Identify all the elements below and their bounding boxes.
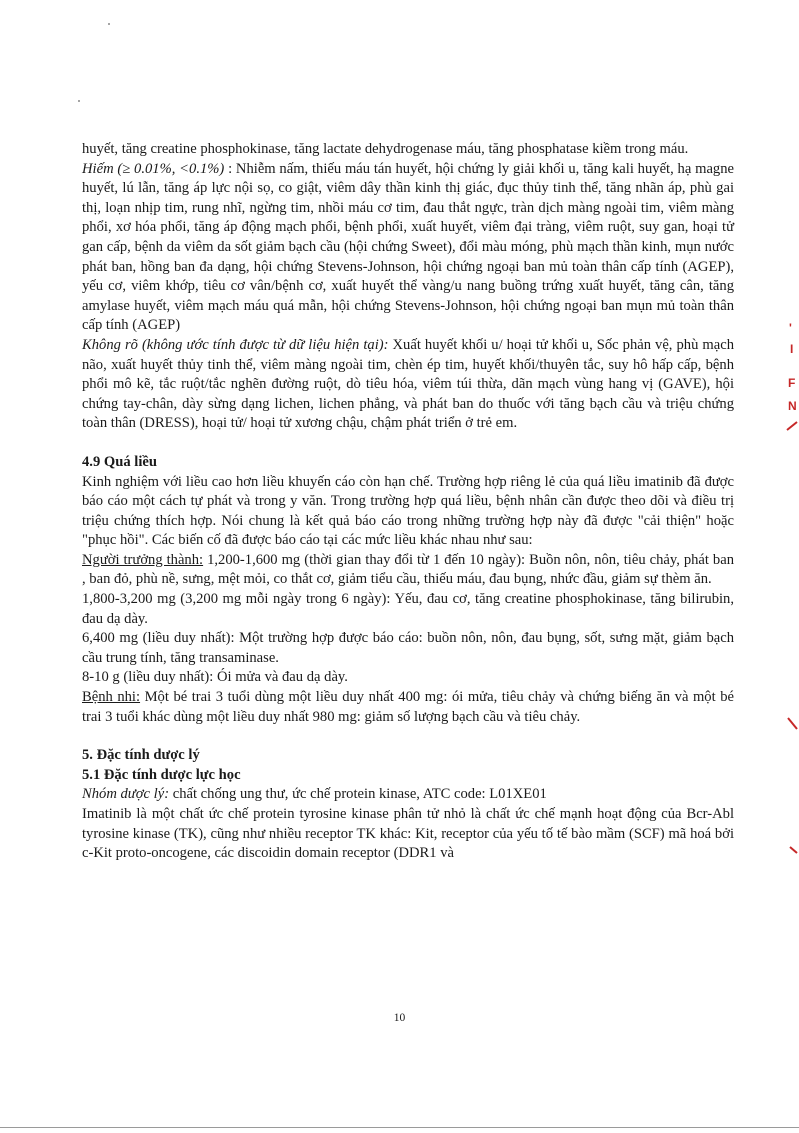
- margin-stamp-stroke: [787, 717, 799, 731]
- unknown-frequency-label: Không rõ (không ước tính được từ dữ liệu hiện tại):: [82, 336, 389, 353]
- paragraph-pediatric-overdose: [82, 688, 734, 727]
- margin-stamp-mark: F: [788, 376, 796, 390]
- adult-label: Người trưởng thành:: [82, 551, 204, 568]
- margin-stamp-mark: ': [789, 321, 792, 335]
- group-text: chất chống ung thư, ức chế protein kinase, ATC code: L01XE01: [169, 786, 547, 803]
- paragraph-adult-overdose: [82, 551, 734, 590]
- scan-speck: [108, 23, 110, 25]
- pediatric-text: Một bé trai 3 tuổi dùng một liều duy nhất 400 mg: ói mửa, tiêu chảy và chứng biếng ăn và một bé trai 3 tuổi khác dùng một liều duy nhất 980 mg: giảm số lượng bạch cầu và tiêu chảy.: [82, 689, 734, 725]
- adult-text: 1,200-1,600 mg (thời gian thay đổi từ 1 đến 10 ngày): Buồn nôn, nôn, tiêu chảy, phát ban , ban đỏ, phù nề, sưng, mệt mỏi, co thắt cơ, giảm tiểu cầu, thiếu máu, đau bụng, nhức đầu, giảm sự thèm ăn.: [82, 551, 734, 588]
- heading-overdose: 4.9 Quá liều: [82, 453, 158, 470]
- rare-frequency-label: Hiếm (≥ 0.01%, <0.1%): [82, 160, 225, 177]
- unknown-effects-text: Xuất huyết khối u/ hoại tử khối u, Sốc phản vệ, phù mạch não, xuất huyết thủy tinh thể, viêm màng ngoài tim, chèn ép tim, huyết khối/thuyên tắc, suy hô hấp cấp, bệnh phổi mô kẽ, tắc ruột/tắc nghẽn đường ruột, dò tiêu hóa, viêm túi thừa, dãn mạch vùng hang vị (GAVE), hội chứng tay-chân, dày sừng dạng lichen, lichen phẳng, và phát ban do thuốc với tăng bạch cầu và triệu chứng toàn thân (DRESS), hoại tử/ hoại tử xương chậu, chậm phát triển ở trẻ em.: [82, 336, 734, 432]
- paragraph-overdose-intro: Kinh nghiệm với liều cao hơn liều khuyến cáo còn hạn chế. Trường hợp riêng lẻ của quá liều imatinib đã được báo cáo một cách tự phát và trong y văn. Trong trường hợp quá liều, bệnh nhân cần được theo dõi và điều trị triệu chứng thích hợp. Nói chung là kết quả báo cáo trong những trường hợp này đã được "cải thiện" hoặc "phục hồi". Các biến cố đã được báo cáo tại các mức liều khác nhau như sau:: [82, 473, 734, 549]
- page-number: 10: [393, 1012, 406, 1024]
- paragraph-dose-6400: 6,400 mg (liều duy nhất): Một trường hợp được báo cáo: buồn nôn, nôn, đau bụng, sốt, sưng mặt, giảm bạch cầu trung tính, tăng transaminase.: [82, 630, 734, 666]
- scan-bottom-edge: [0, 1127, 799, 1128]
- margin-stamp-mark: N: [788, 399, 797, 413]
- paragraph-rare-effects: [82, 160, 734, 336]
- pediatric-label: Bệnh nhi:: [82, 689, 141, 706]
- document-body: [82, 140, 734, 864]
- group-label: Nhóm dược lý:: [82, 786, 170, 803]
- margin-stamp-stroke: [786, 420, 799, 432]
- paragraph-dose-1800: 1,800-3,200 mg (3,200 mg mỗi ngày trong 6 ngày): Yếu, đau cơ, tăng creatine phosphokinase, tăng bilirubin, đau dạ dày.: [82, 591, 734, 627]
- margin-stamp-mark: I: [790, 342, 794, 356]
- paragraph-adverse-common-end: huyết, tăng creatine phosphokinase, tăng lactate dehydrogenase máu, tăng phosphatase kiềm trong máu.: [82, 141, 689, 157]
- heading-pharmacodynamics: 5.1 Đặc tính dược lực học: [82, 766, 241, 783]
- margin-stamp-stroke: [789, 845, 799, 855]
- scan-speck: [78, 100, 80, 102]
- heading-pharmacological-properties: 5. Đặc tính dược lý: [82, 747, 200, 764]
- paragraph-mechanism: Imatinib là một chất ức chế protein tyrosine kinase phân tử nhỏ là chất ức chế mạnh hoạt động của Bcr-Abl tyrosine kinase (TK), cũng như nhiều receptor TK khác: Kit, receptor của yếu tố tế bào mầm (SCF) mã hoá bởi c-Kit proto-oncogene, các discoidin domain receptor (DDR1 và: [82, 806, 734, 862]
- rare-effects-text: : Nhiễm nấm, thiếu máu tán huyết, hội chứng ly giải khối u, tăng kali huyết, hạ magne huyết, lú lẫn, tăng áp lực nội sọ, co giật, viêm dây thần kinh thị giác, đục thủy tinh thể, tăng nhãn áp, phù gai thị, loạn nhịp tim, rung nhĩ, ngừng tim, nhồi máu cơ tim, đau thắt ngực, tràn dịch màng ngoài tim, viêm màng phổi, xơ hóa phổi, tăng áp động mạch phổi, bệnh phổi, xuất huyết, viêm đại tràng, viêm ruột, suy gan, hoại tử gan cấp, bệnh da viêm da sốt giảm bạch cầu (hội chứng Sweet), đổi màu móng, phù mạch thần kinh, mụn nước phát ban, hồng ban đa dạng, hội chứng Stevens-Johnson, hội chứng ngoại ban mủ toàn thân cấp tính (AGEP), yếu cơ, viêm khớp, tiêu cơ vân/bệnh cơ, xuất huyết thể vàng/u nang buồng trứng xuất huyết, tăng cân, tăng amylase huyết, viêm mạch máu quá mẫn, hội chứng Stevens-Johnson, hội chứng ngoại ban mụn mủ toàn thân cấp tính (AGEP): [82, 160, 734, 334]
- paragraph-pharmacological-group: [82, 785, 734, 805]
- paragraph-dose-8-10g: 8-10 g (liều duy nhất): Ói mửa và đau dạ dày.: [82, 669, 348, 686]
- paragraph-unknown-effects: [82, 336, 734, 434]
